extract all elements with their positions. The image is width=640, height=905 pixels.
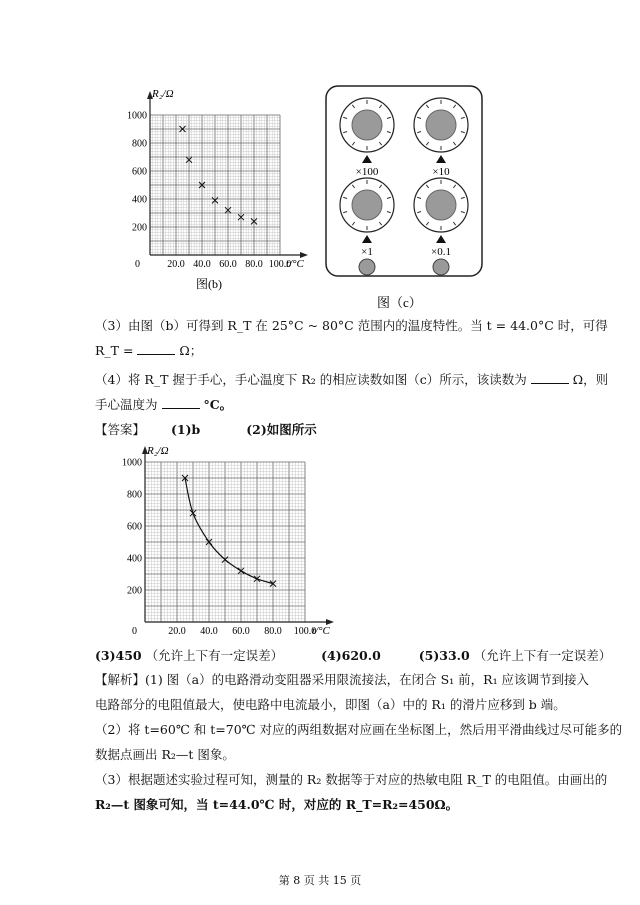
q4-line1 (95, 372, 608, 388)
answer-3: (3)450 (95, 648, 142, 663)
dial-pointer-icon (436, 155, 446, 163)
q3-line2 (95, 343, 202, 359)
answers-row (95, 648, 611, 664)
q3-answer-blank (137, 343, 175, 355)
q4-answer-blank-2 (162, 397, 200, 409)
analysis-line-3: （2）将 t=60℃ 和 t=70℃ 对应的两组数据对应画在坐标图上，然后用平滑曲线过尽可能多的 (95, 722, 623, 737)
answer-tag: 【答案】 (95, 422, 146, 437)
q4-text-2: 手心温度为 (95, 397, 158, 412)
answer-graph-xtick-label: 80.0 (264, 626, 282, 637)
q4-unit: °C。 (203, 397, 233, 412)
answer-2: (2)如图所示 (246, 422, 317, 437)
dial-knob[interactable] (414, 178, 468, 258)
answer-3-note: （允许上下有一定误差） (145, 648, 284, 663)
graph-b-ytick-label: 1000 (127, 110, 147, 122)
answer-graph-grid (145, 462, 305, 622)
answer-4: (4)620.0 (321, 648, 381, 663)
answer-graph-ytick-label: 600 (127, 521, 142, 533)
graph-b-ytick-label: 200 (132, 222, 147, 234)
answer-graph-origin: 0 (132, 626, 137, 637)
answer-graph-ytick-label: 800 (127, 489, 142, 501)
answer-graph-xlabel: t/°C (312, 625, 330, 637)
q4-text-suffix: Ω，则 (572, 372, 609, 387)
q3-unit: Ω； (179, 343, 203, 358)
graph-b-origin: 0 (135, 259, 140, 270)
dial-pointer-icon (436, 235, 446, 243)
answer-graph (100, 442, 340, 642)
graph-b-xtick-label: 80.0 (245, 259, 263, 270)
graph-b-xtick-label: 100.0 (268, 259, 292, 270)
dial-knob[interactable] (414, 98, 468, 178)
graph-b-ylabel: R₂/Ω (152, 88, 174, 100)
answer-row (95, 422, 317, 438)
answer-graph-ytick-label: 1000 (122, 457, 142, 469)
graph-b-marks (180, 126, 258, 224)
dial-multiplier-label: ×0.1 (431, 246, 451, 258)
analysis-line-4: 数据点画出 R₂—t 图象。 (95, 747, 235, 762)
q4-line2 (95, 397, 232, 413)
dial-knob[interactable] (340, 178, 394, 258)
q4-text: （4）将 R_T 握于手心，手心温度下 R₂ 的相应读数如图（c）所示，该读数为 (95, 372, 527, 387)
graph-b-ytick-label: 400 (132, 194, 147, 206)
dial-pointer-icon (362, 155, 372, 163)
answer-graph-xtick-label: 20.0 (168, 626, 186, 637)
answer-graph-ytick-label: 400 (127, 553, 142, 565)
dial-knob[interactable] (340, 98, 394, 178)
graph-b-ytick-label: 800 (132, 138, 147, 150)
answer-graph-ylabel: R₂/Ω (147, 445, 169, 457)
answer-5-note: （允许上下有一定误差） (473, 648, 612, 663)
dial-multiplier-label: ×1 (361, 246, 373, 258)
analysis-line-5: （3）根据题述实验过程可知，测量的 R₂ 数据等于对应的热敏电阻 R_T 的电阻值。由画出的 (95, 772, 608, 787)
graph-b-caption: 图(b) (196, 277, 222, 291)
graph-b-grid (150, 115, 280, 255)
dial-box (325, 85, 485, 325)
dial-center (426, 190, 456, 220)
graph-b-xlabel: t/°C (286, 258, 304, 270)
answer-graph-ytick-label: 200 (127, 585, 142, 597)
dial-center (352, 110, 382, 140)
dial-center (426, 110, 456, 140)
dial-multiplier-label: ×100 (355, 166, 379, 178)
figure-c (325, 85, 485, 329)
q3-rt-label: R_T = (95, 343, 134, 358)
answer-graph-xtick-label: 40.0 (200, 626, 218, 637)
dial-center (352, 190, 382, 220)
terminal-icon[interactable] (359, 259, 375, 275)
graph-b-xtick-label: 40.0 (193, 259, 211, 270)
answer-1: (1)b (170, 422, 201, 437)
dial-pointer-icon (362, 235, 372, 243)
page-footer: 第 8 页 共 15 页 (278, 874, 362, 887)
terminal-icon[interactable] (433, 259, 449, 275)
graph-b-xtick-label: 60.0 (219, 259, 237, 270)
figure-c-caption: 图（c） (377, 295, 422, 310)
answer-graph-xtick-label: 60.0 (232, 626, 250, 637)
q4-answer-blank-1 (531, 372, 569, 384)
analysis-line-1: 【解析】(1) 图（a）的电路滑动变阻器采用限流接法，在闭合 S₁ 前，R₁ 应该调节到接入 (95, 672, 590, 687)
analysis-line-2: 电路部分的电阻值最大，使电路中电流最小，即图（a）中的 R₁ 的滑片应移到 b 端。 (95, 697, 566, 712)
graph-b-ytick-label: 600 (132, 166, 147, 178)
dial-multiplier-label: ×10 (432, 166, 450, 178)
answer-5: (5)33.0 (418, 648, 470, 663)
analysis-line-6: R₂—t 图象可知，当 t=44.0℃ 时，对应的 R_T=R₂=450Ω。 (95, 797, 459, 812)
graph-b (110, 85, 310, 295)
graph-b-xtick-label: 20.0 (167, 259, 185, 270)
answer-graph-xtick-label: 100.0 (293, 626, 317, 637)
q3-line1: （3）由图（b）可得到 R_T 在 25°C ~ 80°C 范围内的温度特性。当 t = 44.0°C 时，可得 (95, 318, 608, 333)
